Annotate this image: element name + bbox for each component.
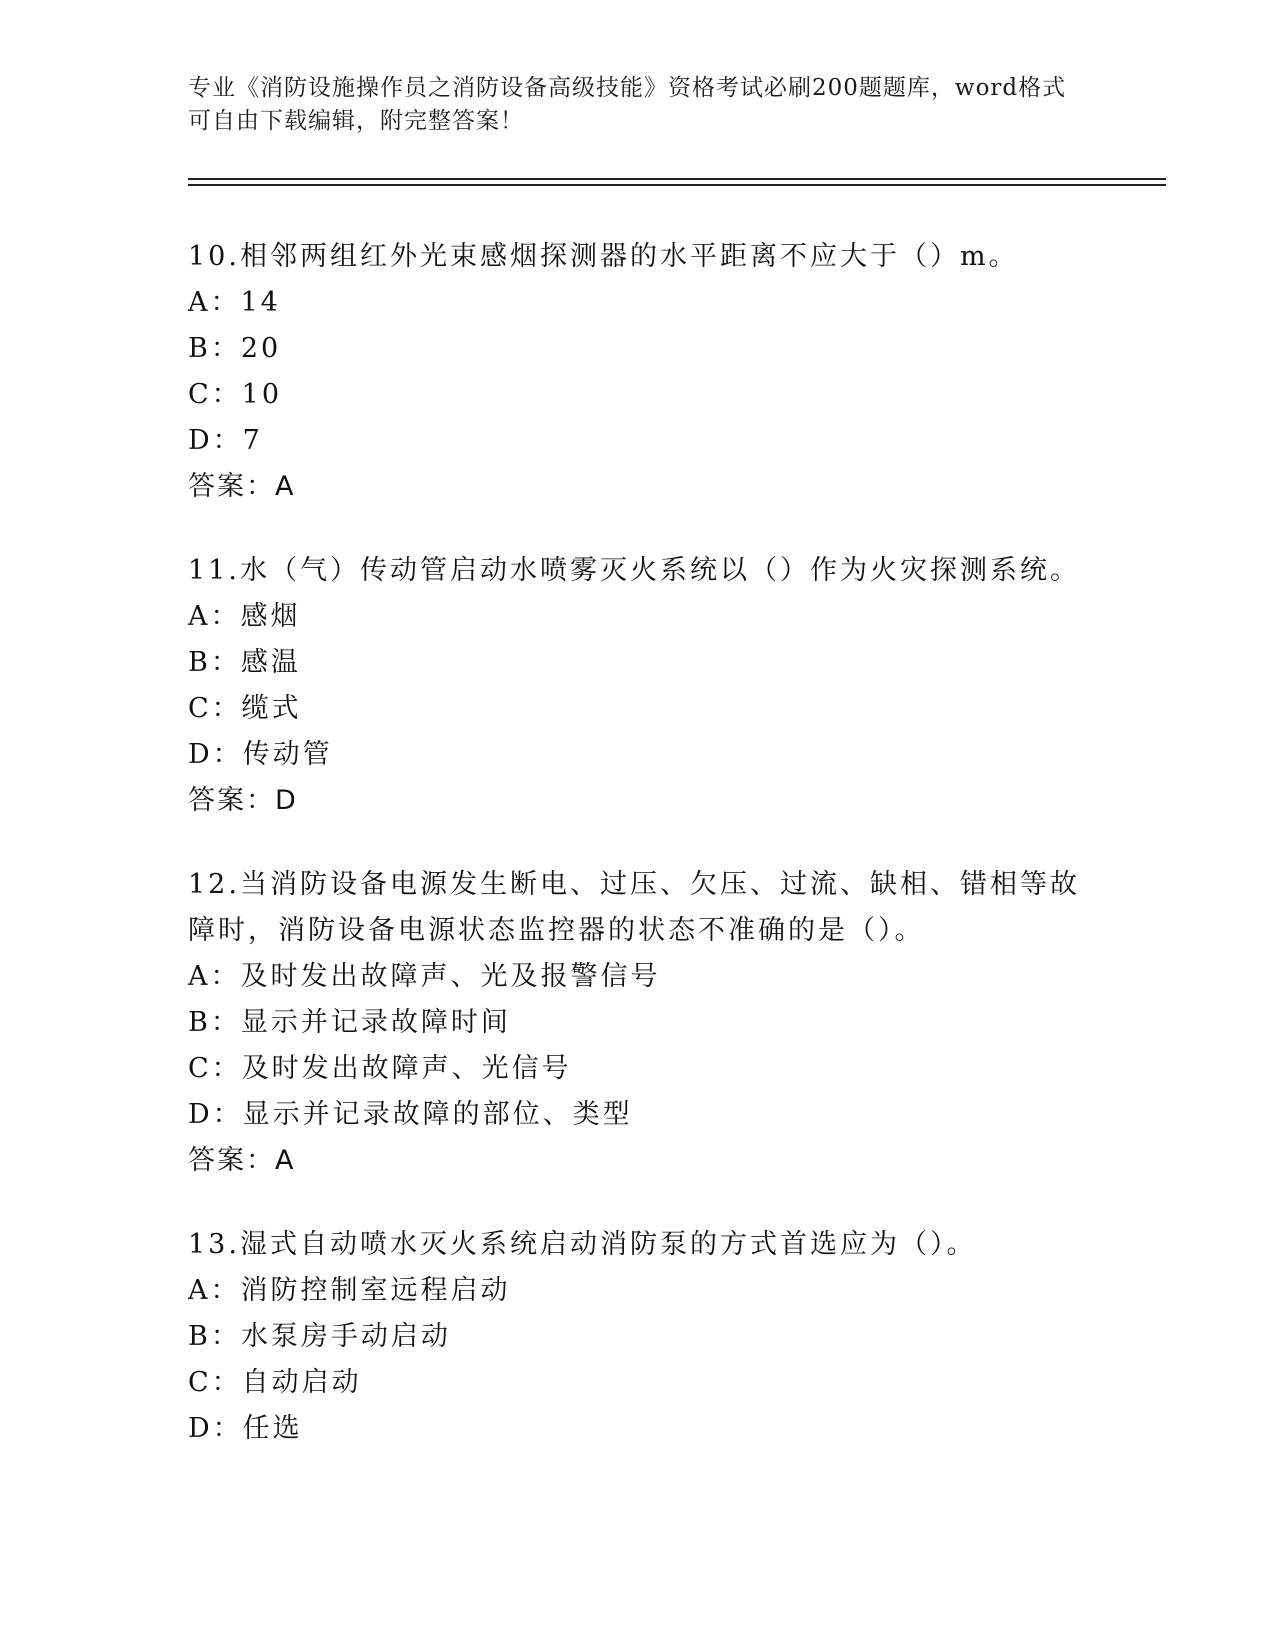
option-a: A：14 <box>188 287 281 318</box>
question-stem: 11.水（气）传动管启动水喷雾灭火系统以（）作为火灾探测系统。 <box>188 555 1080 586</box>
question-stem: 13.湿式自动喷水灭火系统启动消防泵的方式首选应为（）。 <box>188 1229 977 1260</box>
option-c: C：自动启动 <box>188 1367 362 1398</box>
option-c: C：10 <box>188 379 283 410</box>
option-a: A：感烟 <box>188 601 301 632</box>
answer-line: 答案：A <box>188 471 296 502</box>
option-d: D：传动管 <box>188 739 333 770</box>
option-b: B：显示并记录故障时间 <box>188 1007 511 1038</box>
header-divider-top <box>188 178 1166 180</box>
question-list <box>188 234 1088 1490</box>
option-b: B：水泵房手动启动 <box>188 1321 451 1352</box>
question-stem: 12.当消防设备电源发生断电、过压、欠压、过流、缺相、错相等故障时，消防设备电源状态监控器的状态不准确的是（）。 <box>188 869 1080 946</box>
option-a: A：消防控制室远程启动 <box>188 1275 511 1306</box>
option-a: A：及时发出故障声、光及报警信号 <box>188 961 661 992</box>
option-d: D：7 <box>188 425 263 456</box>
option-c: C：及时发出故障声、光信号 <box>188 1053 572 1084</box>
document-header: 专业《消防设施操作员之消防设备高级技能》资格考试必刷200题题库，word格式可自由下载编辑，附完整答案！ <box>188 75 1067 134</box>
answer-line: 答案：D <box>188 785 298 816</box>
question-12 <box>188 862 1088 1184</box>
option-c: C：缆式 <box>188 693 302 724</box>
question-13 <box>188 1222 1088 1452</box>
option-b: B：感温 <box>188 647 301 678</box>
question-stem: 10.相邻两组红外光束感烟探测器的水平距离不应大于（）m。 <box>188 241 1019 272</box>
answer-line: 答案：A <box>188 1145 296 1176</box>
option-d: D：显示并记录故障的部位、类型 <box>188 1099 633 1130</box>
header-divider-bottom <box>188 184 1166 186</box>
option-d: D：任选 <box>188 1413 303 1444</box>
option-b: B：20 <box>188 333 282 364</box>
question-11 <box>188 548 1088 824</box>
question-10 <box>188 234 1088 510</box>
